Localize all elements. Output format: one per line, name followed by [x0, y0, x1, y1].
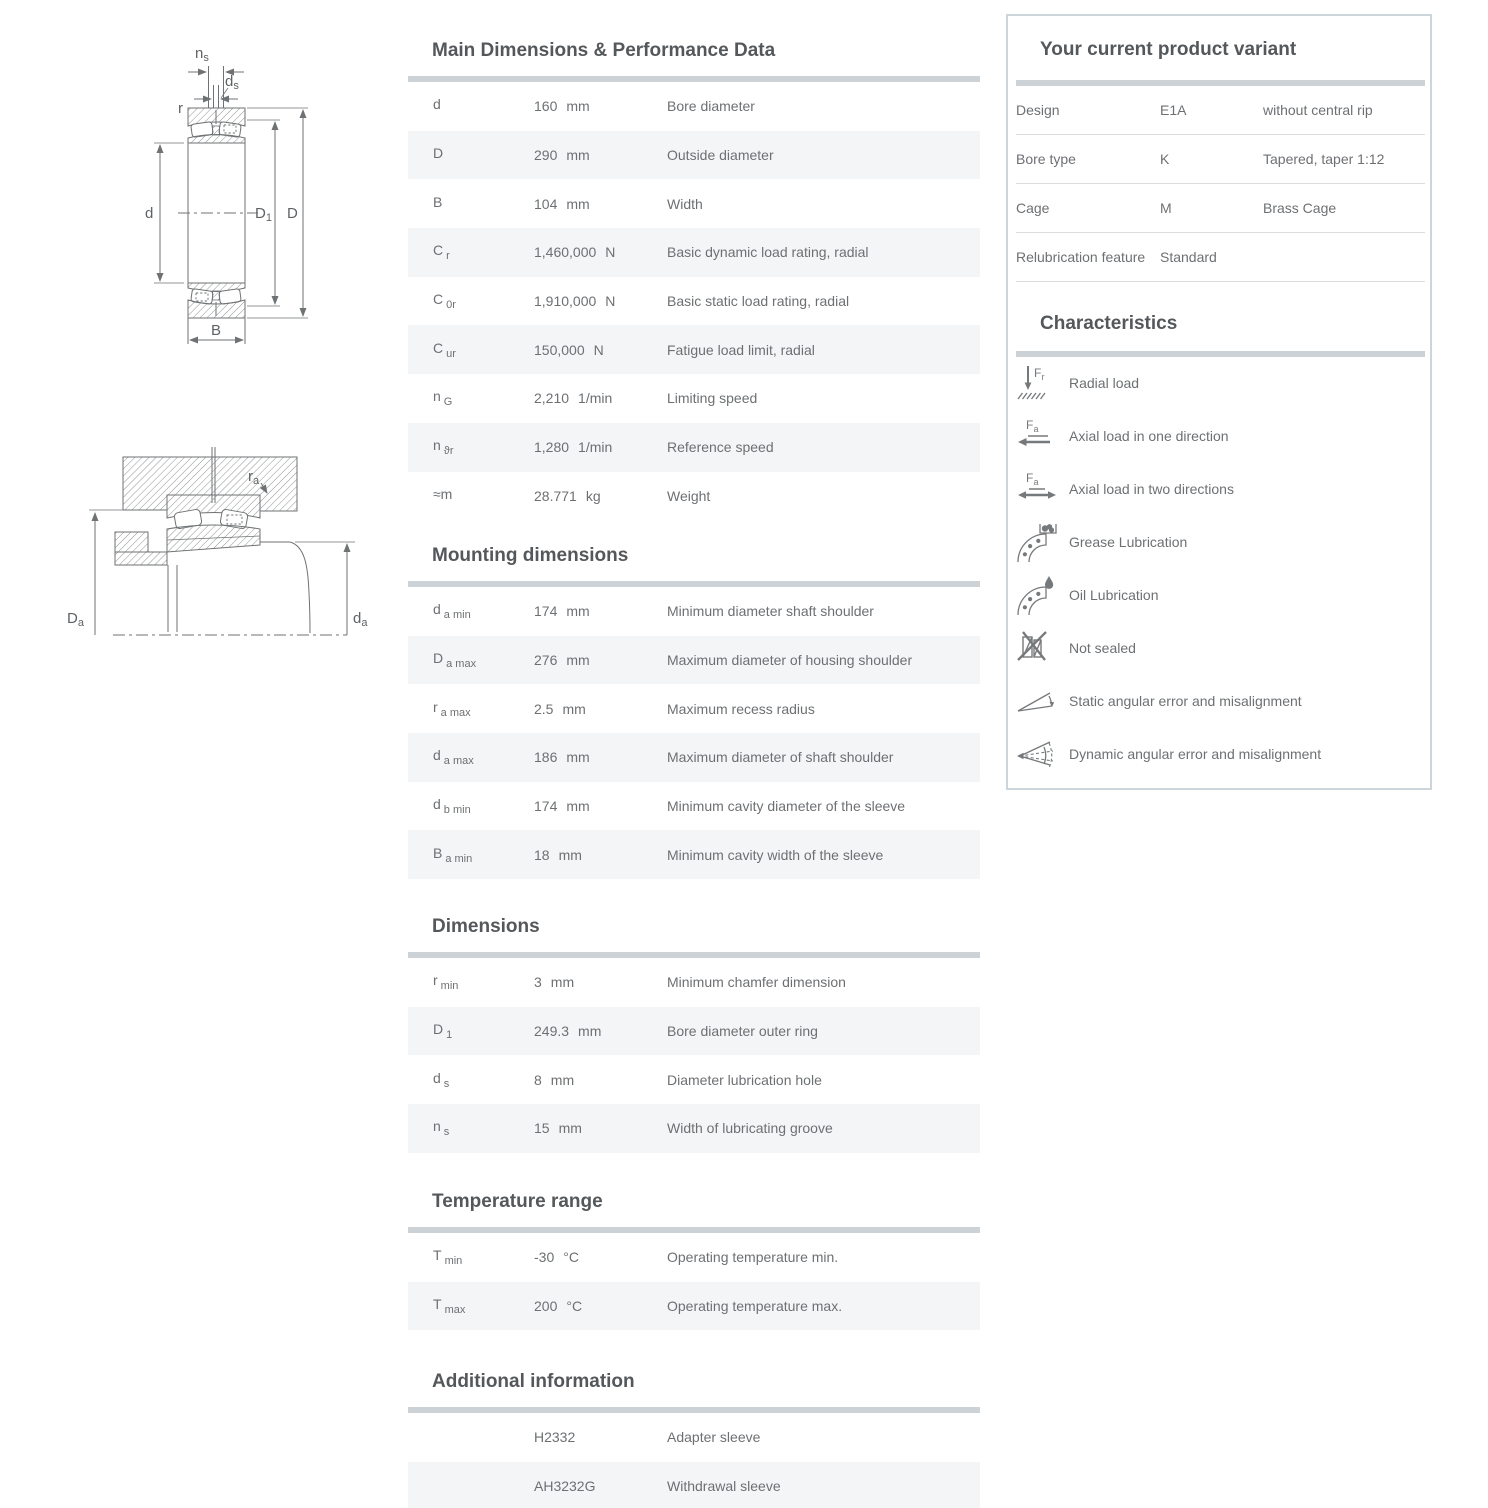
section-mounting-dimensions	[408, 544, 980, 879]
characteristic-label: Axial load in one direction	[1069, 428, 1229, 445]
characteristic-row	[1016, 410, 1430, 463]
spec-row	[408, 958, 980, 1007]
characteristic-row	[1016, 516, 1430, 569]
variant-label: Design	[1016, 102, 1060, 118]
spec-description: Fatigue load limit, radial	[667, 341, 815, 358]
svg-text:F: F	[1034, 366, 1042, 381]
spec-row	[408, 1282, 980, 1331]
variant-label: Bore type	[1016, 151, 1076, 167]
variant-row	[1016, 233, 1425, 282]
product-variant-panel	[1006, 14, 1432, 790]
variant-label: Cage	[1016, 200, 1050, 216]
spec-symbol	[433, 1476, 533, 1496]
spec-symbol: B $_{a min}$	[433, 844, 473, 865]
variant-value: E1A	[1160, 102, 1187, 118]
grease-lubrication-icon	[1016, 522, 1062, 562]
spec-value: 150,000 N	[534, 341, 604, 358]
spec-description: Basic static load rating, radial	[667, 293, 850, 310]
variant-label: Relubrication feature	[1016, 249, 1146, 265]
spec-description: Minimum chamfer dimension	[667, 974, 846, 991]
spec-row	[408, 684, 980, 733]
spec-value: 28.771 kg	[534, 487, 601, 504]
spec-description: Reference speed	[667, 439, 774, 456]
dim-label-Da: $D_a$	[67, 610, 84, 629]
characteristic-label: Axial load in two directions	[1069, 481, 1234, 498]
characteristic-label: Grease Lubrication	[1069, 534, 1188, 551]
spec-description: Minimum cavity width of the sleeve	[667, 846, 884, 863]
spec-symbol: B	[433, 193, 443, 210]
spec-description: Operating temperature min.	[667, 1249, 839, 1266]
spec-row	[408, 1007, 980, 1056]
spec-value: 1,460,000 N	[534, 244, 616, 261]
characteristic-row	[1016, 357, 1430, 410]
svg-text:r: r	[1041, 372, 1045, 383]
axial-load-one-direction-icon	[1016, 416, 1062, 456]
spec-description: Width	[667, 195, 703, 212]
spec-symbol: d $_{b min}$	[433, 796, 471, 817]
spec-row	[408, 782, 980, 831]
spec-value: 249.3 mm	[534, 1023, 602, 1040]
spec-symbol: C $_r$	[433, 242, 450, 263]
spec-symbol: n $_{ϑr}$	[433, 437, 454, 458]
svg-text:F: F	[1026, 471, 1034, 486]
spec-value: 276 mm	[534, 652, 590, 669]
spec-symbol: C $_{0r}$	[433, 291, 456, 312]
variant-value: Standard	[1160, 249, 1217, 265]
spec-row	[408, 830, 980, 879]
spec-symbol: d $_s$	[433, 1069, 450, 1090]
spec-description: Limiting speed	[667, 390, 758, 407]
spec-description: Adapter sleeve	[667, 1429, 761, 1446]
spec-description: Weight	[667, 487, 711, 504]
spec-row	[408, 277, 980, 326]
dim-label-ra: $r_a$	[248, 468, 260, 487]
variant-value: K	[1160, 151, 1170, 167]
spec-value: 186 mm	[534, 749, 590, 766]
characteristics-title: Characteristics	[1040, 313, 1178, 334]
variant-description: Brass Cage	[1263, 200, 1337, 216]
spec-symbol: ≈m	[433, 485, 453, 502]
spec-symbol: T $_{max}$	[433, 1296, 466, 1317]
spec-row	[408, 472, 980, 521]
spec-row	[408, 1413, 980, 1462]
static-angular-error-icon	[1016, 681, 1062, 721]
spec-value: 174 mm	[534, 798, 590, 815]
dim-label-r: r	[178, 100, 183, 117]
spec-description: Basic dynamic load rating, radial	[667, 244, 869, 261]
spec-description: Bore diameter outer ring	[667, 1023, 818, 1040]
spec-row	[408, 733, 980, 782]
radial-load-icon	[1016, 363, 1062, 403]
spec-value: 1,280 1/min	[534, 439, 613, 456]
svg-text:F: F	[1026, 418, 1034, 433]
section-title: Additional information	[432, 1371, 635, 1392]
spec-row	[408, 1055, 980, 1104]
characteristic-label: Radial load	[1069, 375, 1140, 392]
dim-label-d1: $D_1$	[255, 205, 272, 224]
section-dimensions	[408, 915, 980, 1153]
spec-description: Minimum cavity diameter of the sleeve	[667, 798, 906, 815]
spec-value: AH3232G	[534, 1478, 596, 1495]
spec-description: Outside diameter	[667, 147, 774, 164]
spec-value: 290 mm	[534, 147, 590, 164]
spec-value: 104 mm	[534, 195, 590, 212]
spec-value: 3 mm	[534, 974, 575, 991]
spec-description: Maximum diameter of shaft shoulder	[667, 749, 894, 766]
dim-label-B: B	[211, 322, 222, 339]
spec-description: Bore diameter	[667, 98, 755, 115]
dim-label-D: D	[287, 205, 298, 222]
spec-symbol: d $_{a min}$	[433, 601, 471, 622]
variant-description: without central rip	[1263, 102, 1373, 118]
bearing-cross-section-drawing	[140, 38, 320, 350]
characteristic-label: Oil Lubrication	[1069, 587, 1159, 603]
spec-symbol: C $_{ur}$	[433, 339, 456, 360]
spec-row	[408, 1462, 980, 1508]
spec-description: Minimum diameter shaft shoulder	[667, 603, 874, 620]
section-main-dimensions	[408, 39, 980, 520]
spec-value: 200 °C	[534, 1298, 583, 1315]
axial-load-two-directions-icon	[1016, 469, 1062, 509]
characteristic-label: Dynamic angular error and misalignment	[1069, 745, 1322, 762]
dim-label-ds: $d_s$	[225, 73, 239, 92]
characteristic-row	[1016, 463, 1430, 516]
section-title: Temperature range	[432, 1191, 603, 1212]
spec-value: 1,910,000 N	[534, 293, 616, 310]
spec-symbol: D $_{a max}$	[433, 650, 477, 671]
variant-panel-title: Your current product variant	[1040, 39, 1297, 60]
spec-symbol: D	[433, 145, 444, 162]
variant-row	[1016, 135, 1425, 184]
section-temperature-range	[408, 1190, 980, 1330]
spec-description: Width of lubricating groove	[667, 1120, 833, 1137]
variant-description: Tapered, taper 1:12	[1263, 151, 1385, 167]
spec-description: Maximum recess radius	[667, 700, 815, 717]
section-title: Main Dimensions & Performance Data	[432, 40, 776, 61]
variant-row	[1016, 86, 1425, 135]
dim-label-da: $d_a$	[353, 610, 368, 629]
svg-text:a: a	[1033, 424, 1039, 435]
spec-description: Withdrawal sleeve	[667, 1478, 781, 1495]
characteristic-label: Not sealed	[1069, 639, 1136, 656]
characteristic-row	[1016, 621, 1430, 674]
spec-symbol: T $_{min}$	[433, 1247, 463, 1268]
spec-value: H2332	[534, 1429, 576, 1446]
spec-symbol	[433, 1427, 533, 1447]
spec-value: 2.5 mm	[534, 700, 586, 717]
section-additional-information	[408, 1370, 980, 1508]
spec-symbol: n $_G$	[433, 388, 453, 409]
spec-row	[408, 374, 980, 423]
characteristic-row	[1016, 674, 1430, 727]
spec-symbol: D $_1$	[433, 1021, 453, 1042]
spec-symbol: d $_{a max}$	[433, 747, 474, 768]
spec-value: 18 mm	[534, 846, 582, 863]
spec-description: Maximum diameter of housing shoulder	[667, 652, 913, 669]
spec-description: Operating temperature max.	[667, 1298, 843, 1315]
spec-row	[408, 325, 980, 374]
spec-row	[408, 1233, 980, 1282]
characteristic-row	[1016, 569, 1430, 622]
characteristic-row	[1016, 727, 1430, 780]
spec-row	[408, 1104, 980, 1153]
spec-value: 174 mm	[534, 603, 590, 620]
spec-value: 160 mm	[534, 98, 590, 115]
spec-row	[408, 423, 980, 472]
not-sealed-icon	[1016, 628, 1062, 668]
variant-value: M	[1160, 200, 1172, 216]
spec-value: 15 mm	[534, 1120, 582, 1137]
mounting-drawing	[55, 445, 400, 720]
svg-text:a: a	[1033, 477, 1039, 488]
section-title: Mounting dimensions	[432, 545, 629, 566]
section-title: Dimensions	[432, 916, 540, 937]
variant-row	[1016, 184, 1425, 233]
oil-lubrication-icon	[1016, 575, 1062, 615]
spec-symbol: d	[433, 96, 441, 113]
spec-row	[408, 636, 980, 685]
spec-row	[408, 82, 980, 131]
spec-row	[408, 587, 980, 636]
spec-symbol: n $_s$	[433, 1118, 450, 1139]
spec-value: 8 mm	[534, 1071, 575, 1088]
dim-label-d: d	[145, 205, 154, 222]
spec-row	[408, 228, 980, 277]
spec-value: -30 °C	[534, 1249, 579, 1266]
spec-row	[408, 131, 980, 180]
dynamic-angular-error-icon	[1016, 734, 1062, 774]
characteristic-label: Static angular error and misalignment	[1069, 692, 1302, 709]
dim-label-ns: $n_s$	[195, 45, 209, 64]
spec-row	[408, 179, 980, 228]
spec-description: Diameter lubrication hole	[667, 1071, 822, 1088]
spec-symbol: r $_{min}$	[433, 972, 459, 993]
spec-value: 2,210 1/min	[534, 390, 613, 407]
spec-symbol: r $_{a max}$	[433, 698, 471, 719]
